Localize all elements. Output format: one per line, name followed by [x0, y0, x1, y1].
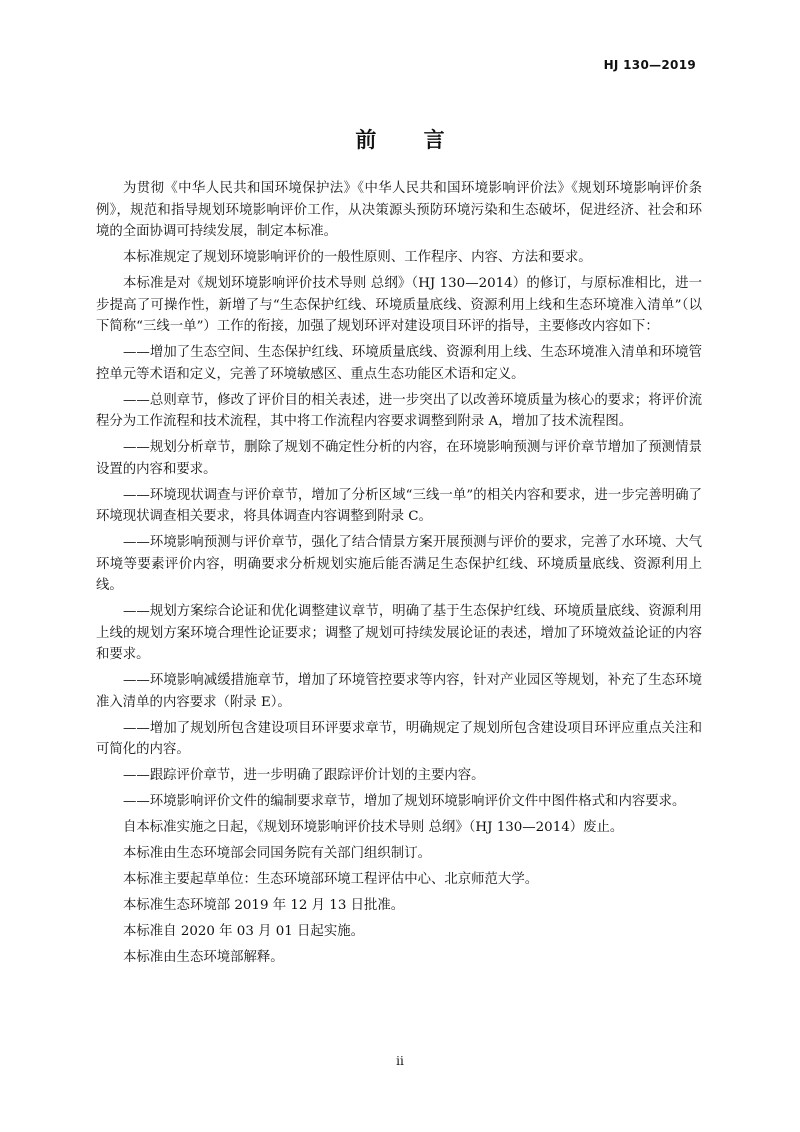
paragraph: 本标准由生态环境部会同国务院有关部门组织制订。 — [123, 846, 431, 861]
page-number: ii — [396, 1054, 404, 1068]
paragraph: ——规划方案综合论证和优化调整建议章节，明确了基于生态保护红线、环境质量底线、资源利用上线的规划方案环境合理性论证要求；调整了规划可持续发展论证的表述，增加了环境效益论证的内容和要求。 — [96, 604, 702, 662]
paragraph: 本标准生态环境部 2019 年 12 月 13 日批准。 — [123, 898, 405, 913]
paragraph: ——规划分析章节，删除了规划不确定性分析的内容，在环境影响预测与评价章节增加了预测情景设置的内容和要求。 — [96, 440, 702, 477]
paragraph: ——跟踪评价章节，进一步明确了跟踪评价计划的主要内容。 — [123, 768, 485, 783]
paragraph: ——环境现状调查与评价章节，增加了分析区域“三线一单”的相关内容和要求，进一步完善明确了环境现状调查相关要求，将具体调查内容调整到附录 C。 — [96, 487, 702, 524]
paragraph: ——环境影响评价文件的编制要求章节，增加了规划环境影响评价文件中图件格式和内容要求。 — [123, 794, 686, 809]
paragraph: 本标准主要起草单位：生态环境部环境工程评估中心、北京师范大学。 — [123, 872, 539, 887]
preface-body — [96, 178, 702, 973]
paragraph: 本标准由生态环境部解释。 — [123, 950, 284, 965]
page-title: 前 言 — [355, 128, 465, 152]
paragraph: ——总则章节，修改了评价目的相关表述，进一步突出了以改善环境质量为核心的要求；将评价流程分为工作流程和技术流程，其中将工作流程内容要求调整到附录 A，增加了技术流程图。 — [96, 392, 702, 429]
paragraph: 自本标准实施之日起，《规划环境影响评价技术导则 总纲》（HJ 130—2014）废止。 — [123, 820, 624, 835]
paragraph: 为贯彻《中华人民共和国环境保护法》《中华人民共和国环境影响评价法》《规划环境影响评价条例》，规范和指导规划环境影响评价工作，从决策源头预防环境污染和生态破坏，促进经济、社会和环境的全面协调可持续发展，制定本标准。 — [96, 181, 702, 239]
paragraph: 本标准是对《规划环境影响评价技术导则 总纲》（HJ 130—2014）的修订，与原标准相比，进一步提高了可操作性，新增了与“生态保护红线、环境质量底线、资源利用上线和生态环境准入清单”（以下简称“三线一单”）工作的衔接，加强了规划环评对建设项目环评的指导，主要修改内容如下： — [96, 276, 702, 334]
paragraph: ——增加了规划所包含建设项目环评要求章节，明确规定了规划所包含建设项目环评应重点关注和可简化的内容。 — [96, 720, 702, 757]
paragraph: 本标准自 2020 年 03 月 01 日起实施。 — [123, 924, 364, 939]
paragraph: ——环境影响减缓措施章节，增加了环境管控要求等内容，针对产业园区等规划，补充了生态环境准入清单的内容要求（附录 E）。 — [96, 673, 702, 710]
standard-code: HJ 130—2019 — [603, 58, 696, 72]
paragraph: ——环境影响预测与评价章节，强化了结合情景方案开展预测与评价的要求，完善了水环境、大气环境等要素评价内容，明确要求分析规划实施后能否满足生态保护红线、环境质量底线、资源利用上线。 — [96, 535, 702, 593]
paragraph: ——增加了生态空间、生态保护红线、环境质量底线、资源利用上线、生态环境准入清单和环境管控单元等术语和定义，完善了环境敏感区、重点生态功能区术语和定义。 — [96, 345, 702, 382]
paragraph: 本标准规定了规划环境影响评价的一般性原则、工作程序、内容、方法和要求。 — [123, 250, 592, 265]
